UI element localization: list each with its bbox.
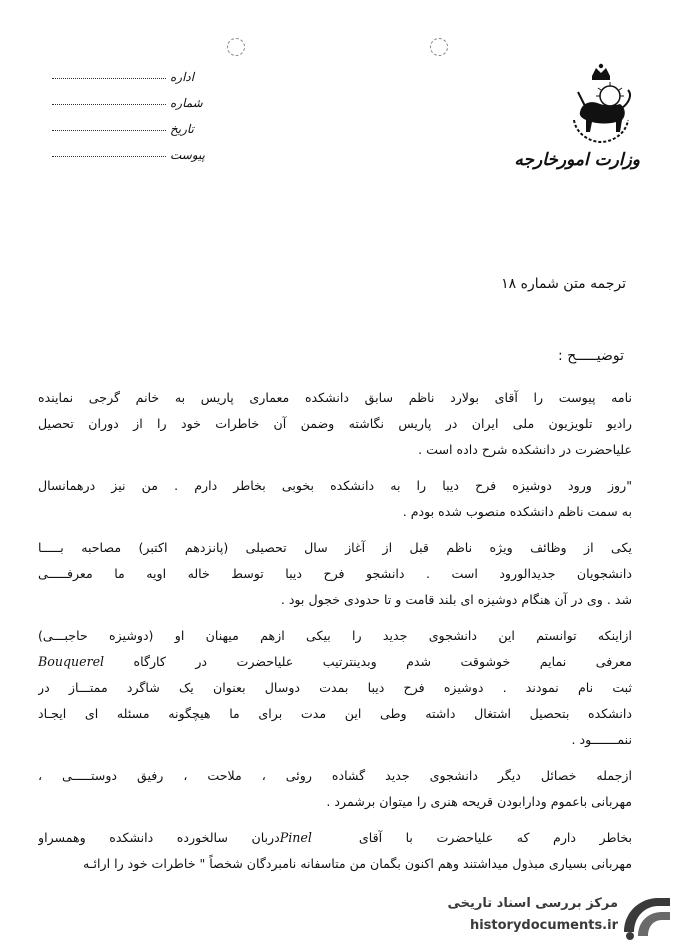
text-line: یکی از وظائف ویژه ناظم قبل از آغاز سال تحصیلی (پانزدهم اکتبر) مصاحبه بـــــا [38,540,632,555]
letterhead-fields [52,58,212,162]
text-line: مهربانی بسیاری مبذول میداشتند وهم اکنون بگمان من متاسفانه نامبردگان شخصاً " خاطرات خود را ارائـه [83,856,632,871]
field-label: شماره [170,96,203,110]
text-line: معرفی نمایم خوشوقت شدم وبدینترتیب علیاحضرت در کارگاه Bouquerel [38,654,632,669]
text-line: به سمت ناظم دانشکده منصوب شده بودم . [402,504,632,519]
document-title: ترجمه متن شماره ۱۸ [501,276,626,292]
text-line: دانشجویان جدیدالورود است . دانشجو فرح دیبا توسط خاله اویه ما معرفـــــی [38,566,632,581]
field-label: اداره [170,70,195,84]
lion-and-sun-emblem-icon [566,62,636,146]
fill-in-line [52,78,166,79]
text-line: مهربانی باعموم ودارابودن قریحه هنری را میتوان برشمرد . [326,794,632,809]
letterhead-field-2 [52,110,212,136]
text-line: ازاینکه توانستم این دانشجوی جدید را بیکی ازهم میهنان او (دوشیزه حاجبـــی) [38,628,632,643]
watermark-org-name: مرکز بررسی اسناد تاریخی [447,896,618,911]
watermark [422,888,692,946]
ministry-name: وزارت امورخارجه [514,150,640,170]
paragraph [38,385,632,463]
letterhead-field-1 [52,84,212,110]
field-label: پیوست [170,148,205,162]
punch-hole-right [430,38,448,56]
text-line: "روز ورود دوشیزه فرح دیبا را به دانشکده بخوبی بخاطر دارم . من نیز درهمانسال [38,478,632,493]
fill-in-line [52,104,166,105]
text-line: دانشکده بتحصیل اشتغال داشته وطی این مدت برای ما هیچگونه مسئله ای ایجـاد [38,706,632,721]
latin-name: Bouquerel [38,654,105,669]
text-line: ثبت نام نمودند . دوشیزه فرح دیبا بمدت دوسال بعنوان یک شاگرد ممتـــاز در [38,680,632,695]
paragraph [38,535,632,613]
latin-name: Pinel [279,830,336,845]
letterhead-field-0 [52,58,212,84]
history-documents-logo-icon [618,892,676,942]
text-line: ازجمله خصائل دیگر دانشجوی جدید گشاده روئی ، ملاحت ، رفیق دوستـــــی ، [38,768,632,783]
explanation-heading: توضیـــــح : [558,348,624,364]
text-line: ننمـــــــود . [571,732,632,747]
paragraph [38,763,632,815]
paragraph [38,825,632,877]
letterhead-field-3 [52,136,212,162]
paragraph [38,623,632,753]
fill-in-line [52,130,166,131]
punch-hole-left [227,38,245,56]
watermark-url: historydocuments.ir [469,918,618,933]
text-line: نامه پیوست را آقای بولارد ناظم سابق دانشکده معماری پاریس به خانم گرجی نماینده [38,390,632,405]
field-label: تاریخ [170,122,194,136]
text-line: شد . وی در آن هنگام دوشیزه ای بلند قامت و تا حدودی خجول بود . [280,592,632,607]
paragraph [38,473,632,525]
text-line: بخاطر دارم که علیاحضرت با آقای Pinel دربان سالخورده دانشکده وهمسراو [38,830,632,845]
text-line: رادیو تلویزیون ملی ایران در پاریس نگاشته وضمن آن خاطرات خود را از دوران تحصیل [38,416,632,431]
letter-body [38,385,632,887]
fill-in-line [52,156,166,157]
text-line: علیاحضرت در دانشکده شرح داده است . [418,442,632,457]
